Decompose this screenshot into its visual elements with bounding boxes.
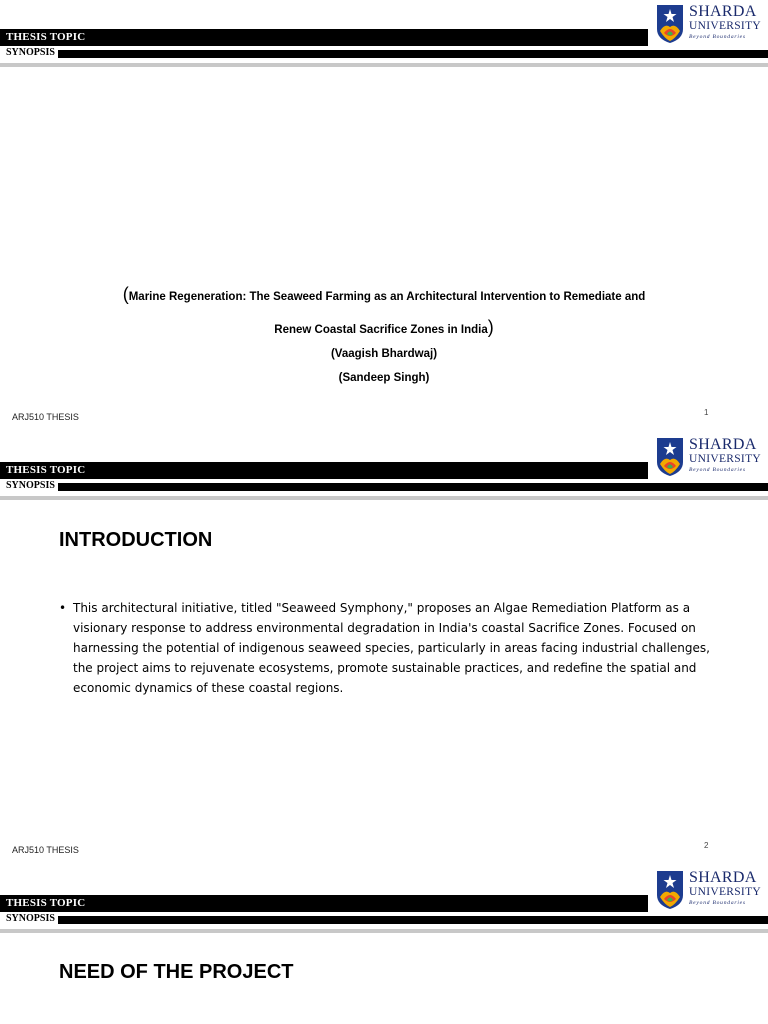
logo-name: SHARDA bbox=[689, 436, 757, 453]
logo-name: SHARDA bbox=[689, 869, 757, 886]
thesis-topic-label: THESIS TOPIC bbox=[6, 897, 86, 909]
synopsis-label-box bbox=[0, 480, 58, 492]
intro-bullet bbox=[59, 598, 714, 698]
synopsis-label: SYNOPSIS bbox=[6, 913, 55, 924]
university-shield-icon bbox=[657, 438, 683, 476]
guide-name: (Sandeep Singh) bbox=[338, 372, 430, 384]
page-number: 1 bbox=[704, 408, 709, 417]
slide-2 bbox=[0, 433, 768, 866]
course-footer: ARJ510 THESIS bbox=[12, 845, 79, 855]
thesis-topic-label: THESIS TOPIC bbox=[6, 464, 86, 476]
header-rule bbox=[0, 63, 768, 67]
thesis-topic-bar bbox=[0, 895, 648, 912]
bullet-icon: • bbox=[59, 601, 67, 615]
logo-university: UNIVERSITY bbox=[689, 886, 761, 898]
synopsis-bar bbox=[58, 50, 768, 58]
sharda-logo bbox=[657, 870, 765, 910]
header-rule bbox=[0, 929, 768, 933]
synopsis-label: SYNOPSIS bbox=[6, 47, 55, 58]
section-heading: NEED OF THE PROJECT bbox=[59, 961, 294, 983]
course-footer: ARJ510 THESIS bbox=[12, 412, 79, 422]
thesis-topic-bar bbox=[0, 462, 648, 479]
synopsis-bar bbox=[58, 916, 768, 924]
logo-university: UNIVERSITY bbox=[689, 453, 761, 465]
logo-tagline: Beyond Boundaries bbox=[689, 34, 746, 40]
slide-1 bbox=[0, 0, 768, 433]
section-heading: INTRODUCTION bbox=[59, 529, 213, 551]
page-number: 2 bbox=[704, 841, 709, 850]
title-line-1: (Marine Regeneration: The Seaweed Farming as an Architectural Intervention to Remediate and bbox=[122, 284, 646, 304]
synopsis-bar bbox=[58, 483, 768, 491]
author-name: (Vaagish Bhardwaj) bbox=[330, 348, 438, 360]
thesis-topic-bar bbox=[0, 29, 648, 46]
university-shield-icon bbox=[657, 871, 683, 909]
thesis-topic-label: THESIS TOPIC bbox=[6, 31, 86, 43]
logo-tagline: Beyond Boundaries bbox=[689, 467, 746, 473]
logo-name: SHARDA bbox=[689, 3, 757, 20]
synopsis-label-box bbox=[0, 913, 58, 925]
slide-3 bbox=[0, 866, 768, 1024]
header-rule bbox=[0, 496, 768, 500]
sharda-logo bbox=[657, 437, 765, 477]
university-shield-icon bbox=[657, 5, 683, 43]
intro-text: This architectural initiative, titled "Seaweed Symphony," proposes an Algae Remediation Platform as a visionary response to address environmental degradation in India's coastal Sacrifice Zones. Focused on harnessing the potential of indigenous seaweed species, particularly in areas facing industrial challenges, the project aims to rejuvenate ecosystems, promote sustainable practices, and redefine the spatial and economic dynamics of these coastal regions. bbox=[73, 601, 710, 695]
synopsis-label-box bbox=[0, 47, 58, 59]
synopsis-label: SYNOPSIS bbox=[6, 480, 55, 491]
sharda-logo bbox=[657, 4, 765, 44]
logo-tagline: Beyond Boundaries bbox=[689, 900, 746, 906]
logo-university: UNIVERSITY bbox=[689, 20, 761, 32]
title-line-2: Renew Coastal Sacrifice Zones in India) bbox=[274, 317, 494, 337]
